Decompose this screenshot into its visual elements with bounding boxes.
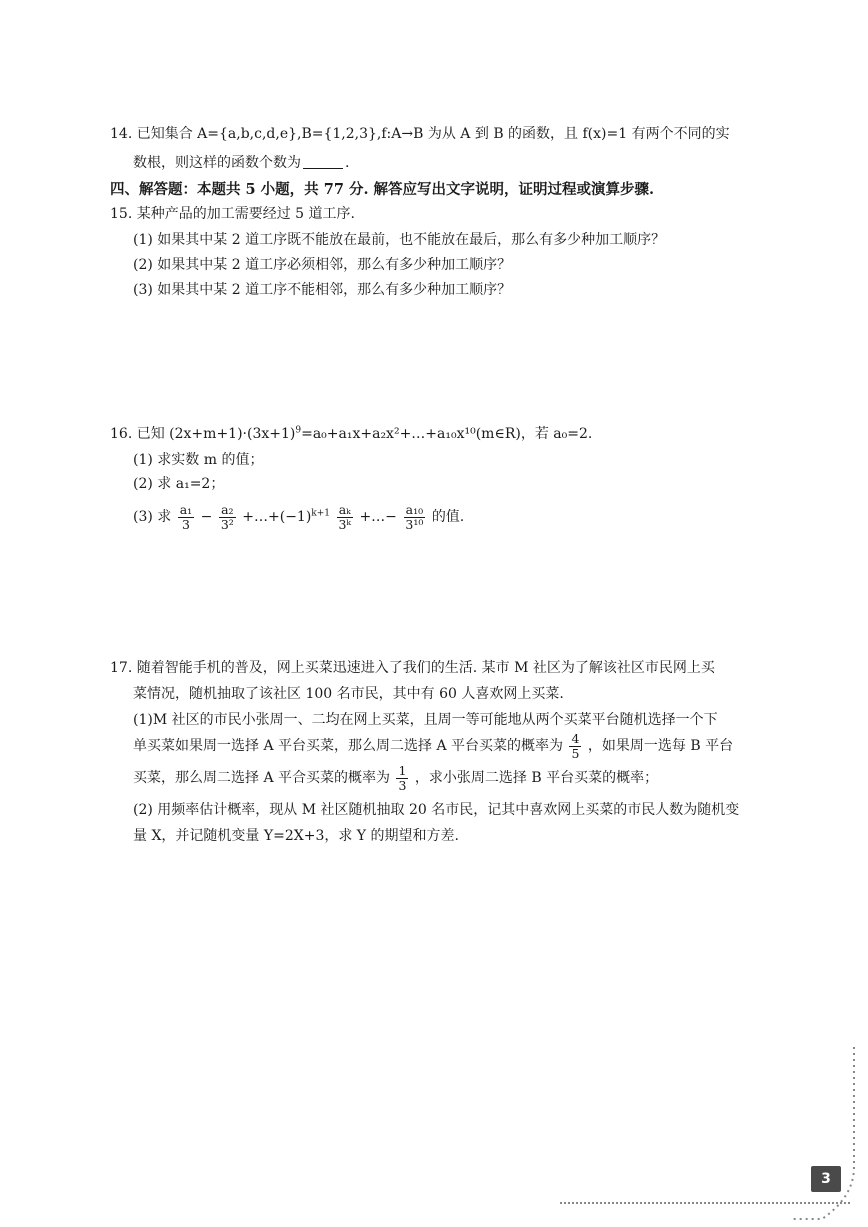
series-exponent: k+1 [311, 508, 331, 519]
fraction: $\frac{\text{a₁}}{3}$ [179, 501, 193, 532]
page-corner-decoration [792, 1047, 868, 1227]
answer-blank [303, 154, 343, 169]
q17-line5 [133, 760, 658, 796]
q16-stem [110, 424, 592, 444]
q16-part1: (1) 求实数 m 的值； [133, 452, 264, 468]
q16-text-a: 已知 (2x+m+1)·(3x+1) [136, 426, 296, 442]
q16-number: 16. [110, 426, 133, 442]
q17-line7: 量 X，并记随机变量 Y=2X+3，求 Y 的期望和方差. [133, 828, 459, 844]
q17-text4b: ，如果周一选每 B 平台 [587, 738, 734, 754]
minus-sign: − [200, 509, 213, 525]
page-number: 3 [811, 1166, 841, 1192]
q17-line6: (2) 用频率估计概率，现从 M 社区随机抽取 20 名市民，记其中喜欢网上买菜的市民人数为随机变 [133, 802, 740, 818]
q16-exponent: 9 [295, 425, 302, 436]
q15-stem [110, 204, 355, 224]
q14-text2: 数根，则这样的函数个数为 [133, 155, 301, 171]
fraction: $\frac{4}{5}$ [571, 730, 580, 761]
q15-text: 某种产品的加工需要经过 5 道工序. [136, 206, 355, 222]
q17-line3: (1)M 社区的市民小张周一、二均在网上买菜，且周一等可能地从两个买菜平台随机选择一个下 [133, 712, 718, 728]
q14-line1 [110, 124, 730, 144]
series-middle: +…+(−1) [242, 509, 312, 525]
series-middle2: +…− [359, 509, 397, 525]
fraction: $\frac{1}{3}$ [398, 762, 407, 793]
q17-line1 [110, 658, 715, 678]
q16-text-b: =a₀+a₁x+a₂x²+…+a₁₀x¹⁰(m∈R)，若 a₀=2. [301, 426, 593, 442]
q15-part3: (3) 如果其中某 2 道工序不能相邻，那么有多少种加工顺序？ [133, 282, 512, 298]
q14-number: 14. [110, 126, 133, 142]
q17-line2: 菜情况，随机抽取了该社区 100 名市民，其中有 60 人喜欢网上买菜. [133, 686, 564, 702]
q14-text: 已知集合 A={a,b,c,d,e},B={1,2,3},f:A→B 为从 A 到 B 的函数，且 f(x)=1 有两个不同的实 [136, 126, 730, 142]
fraction: $\frac{\text{aₖ}}{\text{3ᵏ}}$ [338, 501, 351, 532]
q14-line2 [133, 153, 349, 173]
fraction: $\frac{\text{a₂}}{\text{3²}}$ [220, 501, 234, 532]
q16-part3-post: 的值. [431, 509, 465, 525]
q17-line4 [133, 728, 733, 764]
q17-text4a: 单买菜如果周一选择 A 平台买菜，那么周二选择 A 平台买菜的概率为 [133, 738, 564, 754]
section-heading: 四、解答题：本题共 5 小题，共 77 分. 解答应写出文字说明，证明过程或演算步骤. [110, 181, 655, 198]
q16-part3-pre: (3) 求 [133, 509, 172, 525]
fraction: $\frac{\text{a₁₀}}{\text{3¹⁰}}$ [405, 501, 424, 532]
q17-text1: 随着智能手机的普及，网上买菜迅速进入了我们的生活. 某市 M 社区为了解该社区市民网上买 [136, 660, 715, 676]
dotted-rule [560, 1202, 850, 1204]
q15-number: 15. [110, 206, 133, 222]
q17-number: 17. [110, 660, 133, 676]
q16-part2: (2) 求 a₁=2； [133, 476, 225, 492]
q17-text5a: 买菜，那么周二选择 A 平合买菜的概率为 [133, 770, 391, 786]
q15-part1: (1) 如果其中某 2 道工序既不能放在最前，也不能放在最后，那么有多少种加工顺序？ [133, 232, 666, 248]
q15-part2: (2) 如果其中某 2 道工序必须相邻，那么有多少种加工顺序？ [133, 257, 512, 273]
q17-text5b: ，求小张周二选择 B 平台买菜的概率； [414, 770, 659, 786]
q16-part3 [133, 500, 464, 534]
q14-period: . [345, 155, 350, 171]
